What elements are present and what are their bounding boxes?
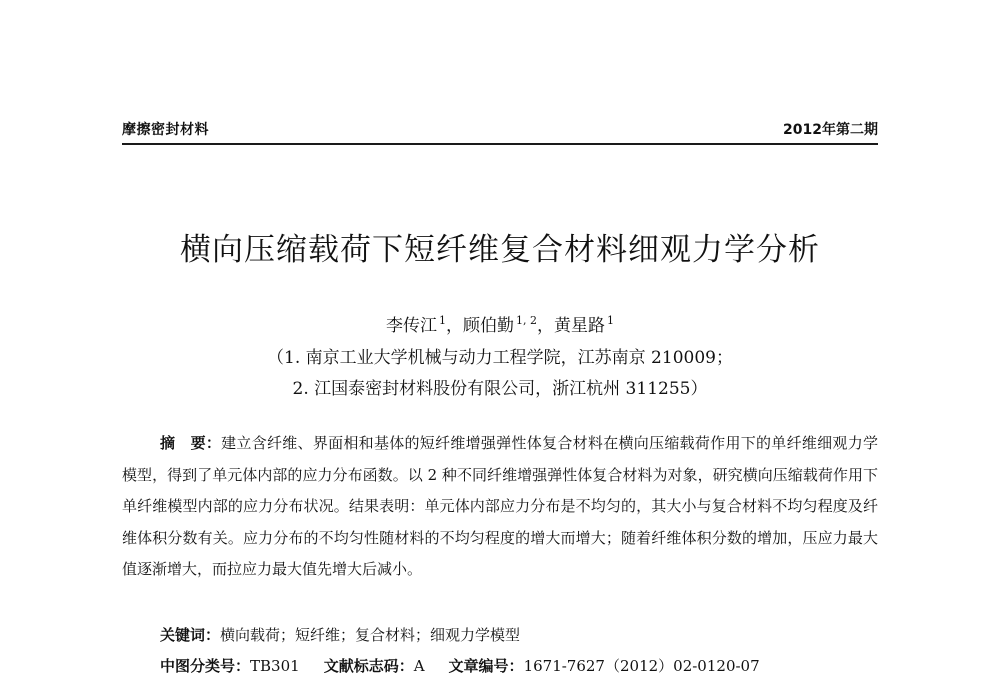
header-rule bbox=[122, 143, 878, 145]
keywords-text: 横向载荷；短纤维；复合材料；细观力学模型 bbox=[220, 626, 521, 644]
author-affiliation-mark: 1, 2 bbox=[516, 314, 537, 327]
abstract-label: 摘 要： bbox=[160, 434, 222, 452]
doc-code-label: 文献标志码： bbox=[323, 657, 414, 675]
author-separator: ， bbox=[537, 316, 554, 336]
article-number-value: 1671-7627（2012）02-0120-07 bbox=[523, 657, 760, 675]
classification-line bbox=[160, 655, 760, 676]
affiliation-line-2: 2. 江国泰密封材料股份有限公司，浙江杭州 311255） bbox=[292, 379, 708, 399]
paper-title: 横向压缩载荷下短纤维复合材料细观力学分析 bbox=[180, 232, 820, 268]
author-name: 李传江 bbox=[386, 316, 437, 336]
abstract-block bbox=[122, 428, 878, 586]
author-affiliation-mark: 1 bbox=[607, 314, 614, 327]
keywords-label: 关键词： bbox=[160, 626, 221, 644]
abstract-text: 建立含纤维、界面相和基体的短纤维增强弹性体复合材料在横向压缩载荷作用下的单纤维细观力学模型，得到了单元体内部的应力分布函数。以 2 种不同纤维增强弹性体复合材料为对象，研究横向压缩载荷作用下单纤维模型内部的应力分布状况。结果表明：单元体内部应力分布是不均匀的，其大小与复合材料不均匀程度及纤维体积分数有关。应力分布的不均匀性随材料的不均匀程度的增大而增大；随着纤维体积分数的增加，压应力最大值逐渐增大，而拉应力最大值先增大后减小。 bbox=[122, 434, 878, 578]
author-separator: ， bbox=[446, 316, 463, 336]
author-affiliation-mark: 1 bbox=[439, 314, 446, 327]
clc-label: 中图分类号： bbox=[160, 657, 251, 675]
keywords-line bbox=[160, 624, 520, 645]
affiliation-line-1: （1. 南京工业大学机械与动力工程学院，江苏南京 210009； bbox=[267, 348, 733, 368]
author-name: 黄星路 bbox=[554, 316, 605, 336]
clc-value: TB301 bbox=[250, 657, 300, 675]
running-header-journal: 摩擦密封材料 bbox=[122, 122, 209, 138]
doc-code-value: A bbox=[413, 657, 425, 675]
article-number-label: 文章编号： bbox=[448, 657, 524, 675]
author-name: 顾伯勤 bbox=[463, 316, 514, 336]
running-header-issue: 2012年第二期 bbox=[783, 122, 878, 138]
author-line bbox=[0, 311, 1000, 336]
